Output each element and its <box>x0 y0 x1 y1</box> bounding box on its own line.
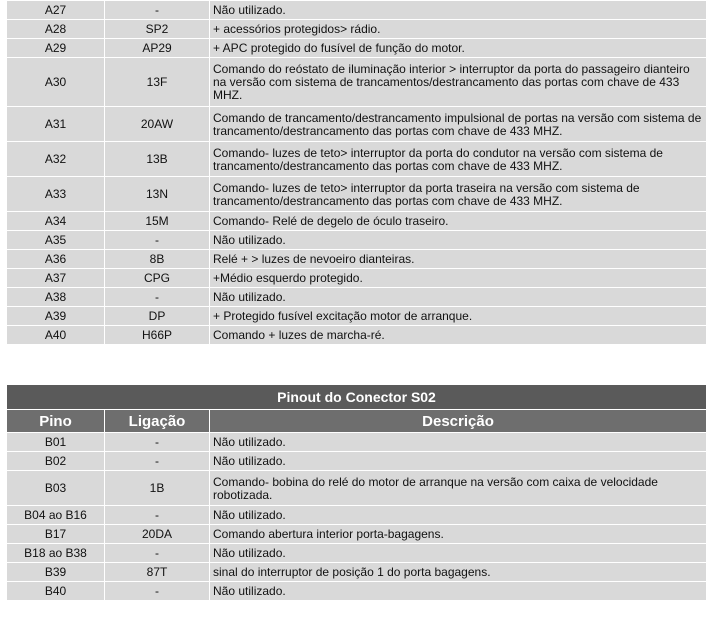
pin-cell: A30 <box>7 58 105 107</box>
table-row <box>7 563 707 582</box>
table-row <box>7 544 707 563</box>
table-row <box>7 250 707 269</box>
pin-cell: A39 <box>7 307 105 326</box>
table-row <box>7 582 707 601</box>
pin-cell: B01 <box>7 433 105 452</box>
table-row <box>7 58 707 107</box>
description-cell: Comando- bobina do relé do motor de arranque na versão com caixa de velocidade robotizada. <box>210 471 707 506</box>
description-cell: +Médio esquerdo protegido. <box>210 269 707 288</box>
connection-cell: - <box>105 452 210 471</box>
table-row <box>7 452 707 471</box>
pin-cell: A36 <box>7 250 105 269</box>
connection-cell: 13F <box>105 58 210 107</box>
description-cell: Não utilizado. <box>210 544 707 563</box>
connection-cell: SP2 <box>105 20 210 39</box>
connection-cell: CPG <box>105 269 210 288</box>
description-cell: + acessórios protegidos> rádio. <box>210 20 707 39</box>
description-cell: sinal do interruptor de posição 1 do porta bagagens. <box>210 563 707 582</box>
connection-cell: - <box>105 544 210 563</box>
table-row <box>7 269 707 288</box>
connection-cell: - <box>105 506 210 525</box>
table-row <box>7 107 707 142</box>
table-title: Pinout do Conector S02 <box>7 385 707 410</box>
table-row <box>7 177 707 212</box>
table-row <box>7 1 707 20</box>
connection-cell: - <box>105 433 210 452</box>
connection-cell: - <box>105 231 210 250</box>
table-row <box>7 326 707 345</box>
description-cell: Comando- luzes de teto> interruptor da porta traseira na versão com sistema de trancamento/destrancamento das portas com chave de 433 MHZ. <box>210 177 707 212</box>
description-cell: Comando do reóstato de iluminação interior > interruptor da porta do passageiro dianteiro na versão com sistema de trancamentos/destrancamento das portas com chave de 433 MHZ. <box>210 58 707 107</box>
table-row <box>7 212 707 231</box>
connection-cell: 15M <box>105 212 210 231</box>
table-row <box>7 307 707 326</box>
pin-cell: A37 <box>7 269 105 288</box>
pin-cell: B04 ao B16 <box>7 506 105 525</box>
description-cell: Não utilizado. <box>210 1 707 20</box>
pin-cell: A28 <box>7 20 105 39</box>
pinout-table-a <box>6 0 707 345</box>
pin-cell: A31 <box>7 107 105 142</box>
connection-cell: 87T <box>105 563 210 582</box>
pin-cell: A34 <box>7 212 105 231</box>
description-cell: Comando abertura interior porta-bagagens. <box>210 525 707 544</box>
connection-cell: DP <box>105 307 210 326</box>
connection-cell: - <box>105 582 210 601</box>
table-row <box>7 433 707 452</box>
column-header-descricao: Descrição <box>210 410 707 433</box>
pin-cell: A35 <box>7 231 105 250</box>
pin-cell: A29 <box>7 39 105 58</box>
connection-cell: - <box>105 288 210 307</box>
table-row <box>7 506 707 525</box>
table-row <box>7 288 707 307</box>
description-cell: Não utilizado. <box>210 452 707 471</box>
pin-cell: A32 <box>7 142 105 177</box>
connection-cell: H66P <box>105 326 210 345</box>
description-cell: Não utilizado. <box>210 231 707 250</box>
pin-cell: B39 <box>7 563 105 582</box>
pin-cell: B17 <box>7 525 105 544</box>
pinout-table-s02 <box>6 384 707 601</box>
column-header-ligacao: Ligação <box>105 410 210 433</box>
connection-cell: 13N <box>105 177 210 212</box>
connection-cell: 20AW <box>105 107 210 142</box>
pin-cell: B40 <box>7 582 105 601</box>
connection-cell: 13B <box>105 142 210 177</box>
connection-cell: 20DA <box>105 525 210 544</box>
description-cell: Não utilizado. <box>210 582 707 601</box>
connection-cell: 1B <box>105 471 210 506</box>
table-row <box>7 525 707 544</box>
description-cell: Comando- Relé de degelo de óculo traseiro. <box>210 212 707 231</box>
connection-cell: AP29 <box>105 39 210 58</box>
connection-cell: - <box>105 1 210 20</box>
pin-cell: B03 <box>7 471 105 506</box>
column-header-pino: Pino <box>7 410 105 433</box>
description-cell: Não utilizado. <box>210 433 707 452</box>
description-cell: Relé + > luzes de nevoeiro dianteiras. <box>210 250 707 269</box>
pin-cell: A38 <box>7 288 105 307</box>
pin-cell: B02 <box>7 452 105 471</box>
pin-cell: A27 <box>7 1 105 20</box>
table-row <box>7 39 707 58</box>
table-header-row <box>7 410 707 433</box>
description-cell: Comando + luzes de marcha-ré. <box>210 326 707 345</box>
pin-cell: A33 <box>7 177 105 212</box>
table-row <box>7 20 707 39</box>
description-cell: Não utilizado. <box>210 506 707 525</box>
table-row <box>7 471 707 506</box>
description-cell: Comando de trancamento/destrancamento impulsional de portas na versão com sistema de trancamento/destrancamento das portas com chave de 433 MHZ. <box>210 107 707 142</box>
description-cell: + APC protegido do fusível de função do motor. <box>210 39 707 58</box>
table-row <box>7 231 707 250</box>
table-title-row <box>7 385 707 410</box>
description-cell: Comando- luzes de teto> interruptor da porta do condutor na versão com sistema de trancamento/destrancamento das portas com chave de 433 MHZ. <box>210 142 707 177</box>
pin-cell: A40 <box>7 326 105 345</box>
description-cell: + Protegido fusível excitação motor de arranque. <box>210 307 707 326</box>
table-row <box>7 142 707 177</box>
description-cell: Não utilizado. <box>210 288 707 307</box>
connection-cell: 8B <box>105 250 210 269</box>
pin-cell: B18 ao B38 <box>7 544 105 563</box>
